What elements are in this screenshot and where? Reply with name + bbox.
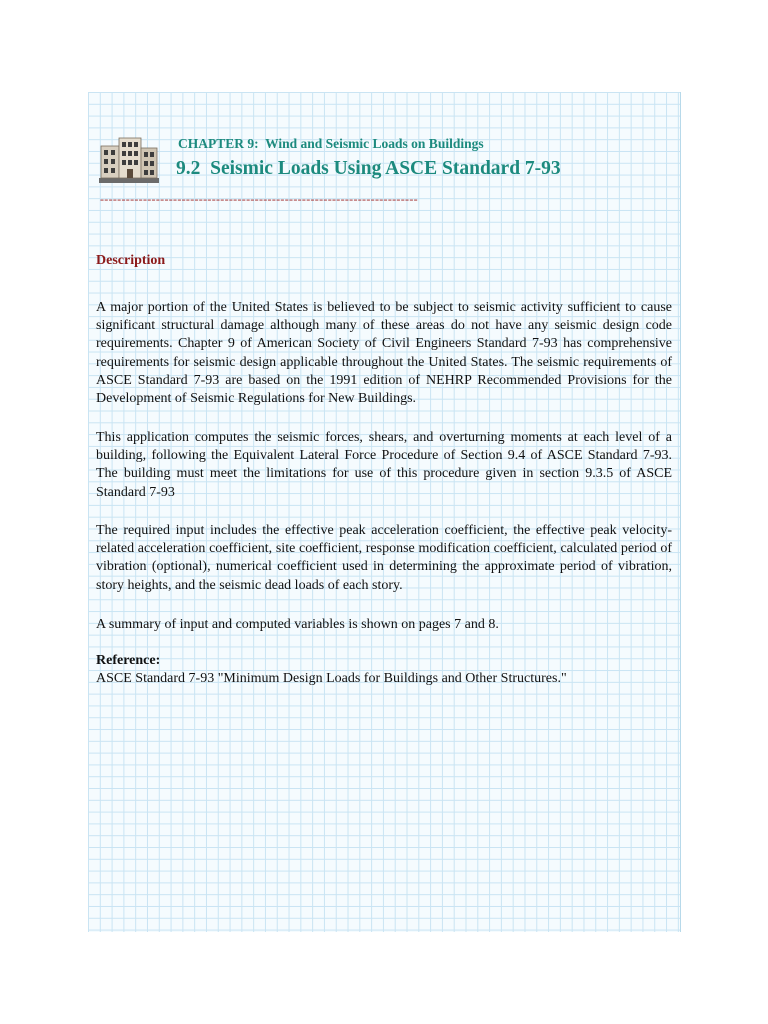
- description-heading: Description: [96, 253, 166, 268]
- chapter-title: CHAPTER 9: Wind and Seismic Loads on Buildings: [178, 136, 484, 151]
- section-title: 9.2 Seismic Loads Using ASCE Standard 7-93: [176, 158, 561, 179]
- description-paragraph-2: This application computes the seismic forces, shears, and overturning moments at each level of a building, following the Equivalent Lateral Force Procedure of Section 9.4 of ASCE Standard 7-93. The building must meet the limitations for use of this procedure given in section 9.3.5 of ASCE Standard 7-93: [96, 430, 672, 500]
- description-paragraph-1: A major portion of the United States is believed to be subject to seismic activity sufficient to cause significant structural damage although many of these areas do not have any seismic design code requirements. Chapter 9 of American Society of Civil Engineers Standard 7-93 has comprehensive requirements for seismic design applicable throughout the United States. The seismic requirements of ASCE Standard 7-93 are based on the 1991 edition of NEHRP Recommended Provisions for the Development of Seismic Regulations for New Buildings.: [96, 300, 672, 407]
- reference-text: ASCE Standard 7-93 "Minimum Design Loads for Buildings and Other Structures.": [96, 671, 567, 686]
- reference-heading: Reference:: [96, 653, 161, 668]
- description-paragraph-4: A summary of input and computed variables is shown on pages 7 and 8.: [96, 617, 499, 632]
- building-icon: [98, 134, 160, 184]
- dashed-divider: --------------------------------------------------------------------------: [100, 192, 418, 206]
- description-paragraph-3: The required input includes the effective peak acceleration coefficient, the effective peak velocity-related acceleration coefficient, site coefficient, response modification coefficient, calculated period of vibration (optional), numerical coefficient used in determining the approximate period of vibration, story heights, and the seismic dead loads of each story.: [96, 523, 672, 593]
- document-page: [88, 92, 681, 932]
